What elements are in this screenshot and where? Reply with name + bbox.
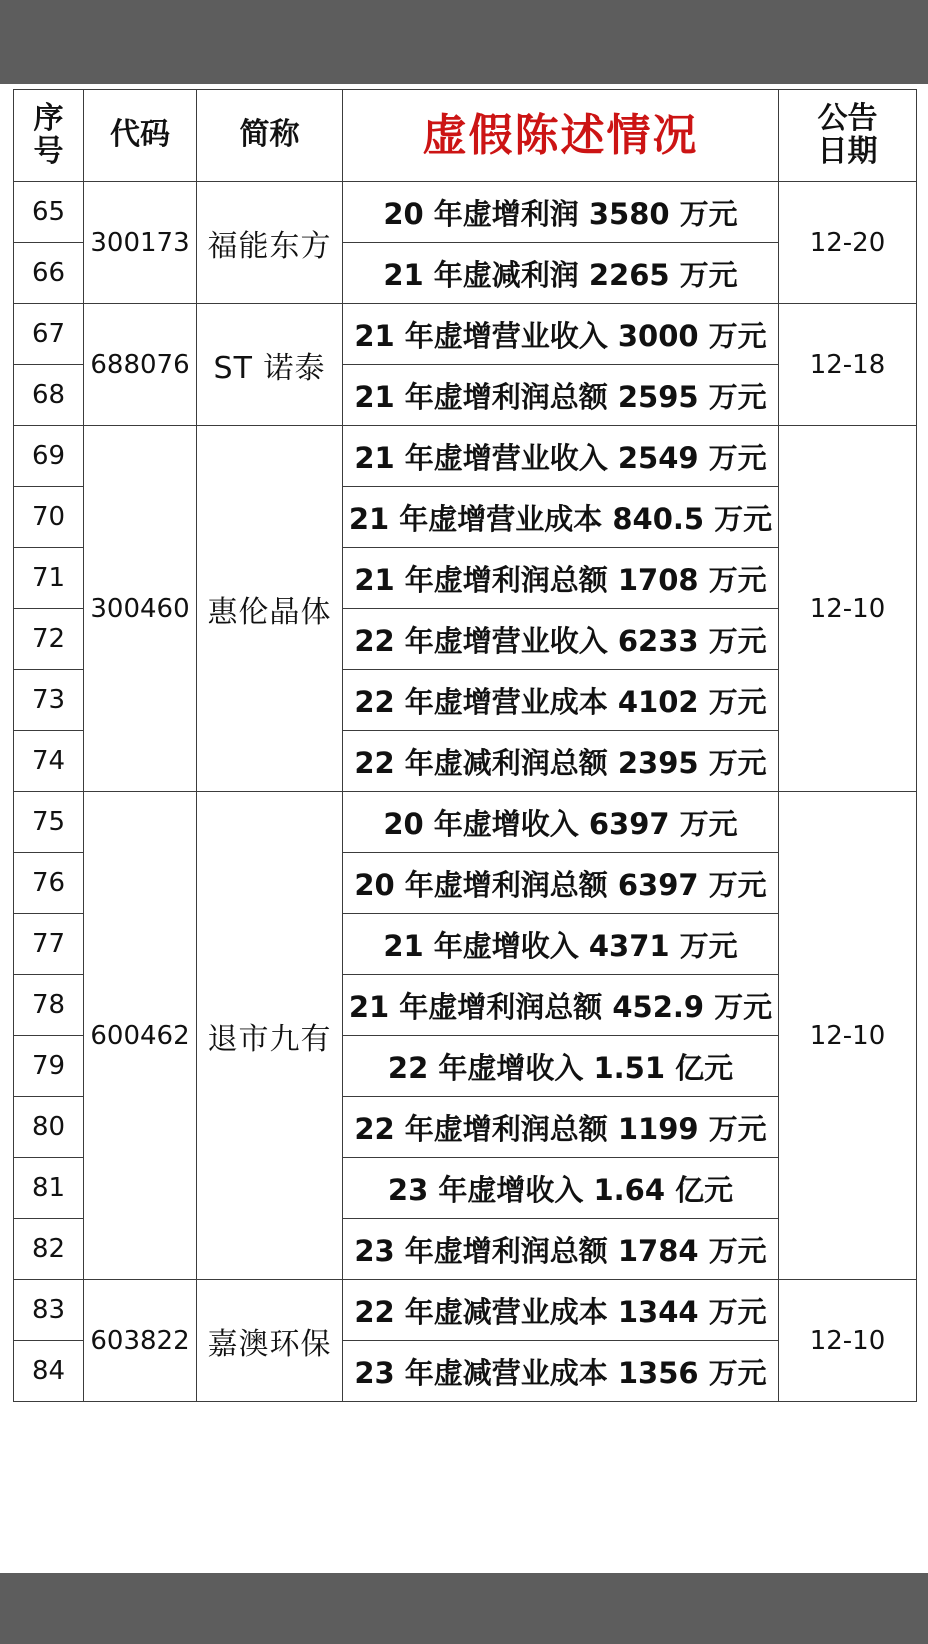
seq-cell: 73 (14, 670, 84, 731)
seq-cell: 78 (14, 975, 84, 1036)
code-cell: 600462 (84, 792, 197, 1280)
header-seq-line2: 号 (33, 133, 64, 169)
desc-cell: 21 年虚减利润 2265 万元 (343, 243, 779, 304)
name-cell: 嘉澳环保 (197, 1280, 343, 1402)
desc-cell: 21 年虚增营业收入 2549 万元 (343, 426, 779, 487)
seq-cell: 80 (14, 1097, 84, 1158)
seq-cell: 71 (14, 548, 84, 609)
header-date-line2: 日期 (817, 133, 878, 169)
desc-cell: 22 年虚增营业成本 4102 万元 (343, 670, 779, 731)
top-bar (0, 0, 928, 84)
date-cell: 12-10 (779, 426, 917, 792)
seq-cell: 75 (14, 792, 84, 853)
table-row (14, 304, 917, 365)
table-row (14, 1280, 917, 1341)
seq-cell: 69 (14, 426, 84, 487)
seq-cell: 68 (14, 365, 84, 426)
desc-cell: 22 年虚增营业收入 6233 万元 (343, 609, 779, 670)
false-statement-table (13, 89, 917, 1402)
seq-cell: 65 (14, 182, 84, 243)
header-date (779, 90, 917, 182)
desc-cell: 23 年虚增利润总额 1784 万元 (343, 1219, 779, 1280)
date-cell: 12-10 (779, 1280, 917, 1402)
seq-cell: 81 (14, 1158, 84, 1219)
seq-cell: 76 (14, 853, 84, 914)
seq-cell: 77 (14, 914, 84, 975)
seq-cell: 66 (14, 243, 84, 304)
header-date-line1: 公告 (817, 101, 878, 137)
desc-cell: 21 年虚增利润总额 2595 万元 (343, 365, 779, 426)
code-cell: 603822 (84, 1280, 197, 1402)
name-cell: ST 诺泰 (197, 304, 343, 426)
desc-cell: 22 年虚减利润总额 2395 万元 (343, 731, 779, 792)
desc-cell: 21 年虚增营业成本 840.5 万元 (343, 487, 779, 548)
header-title: 虚假陈述情况 (343, 90, 779, 182)
name-cell: 退市九有 (197, 792, 343, 1280)
seq-cell: 67 (14, 304, 84, 365)
desc-cell: 21 年虚增收入 4371 万元 (343, 914, 779, 975)
table-row (14, 426, 917, 487)
desc-cell: 23 年虚减营业成本 1356 万元 (343, 1341, 779, 1402)
seq-cell: 82 (14, 1219, 84, 1280)
date-cell: 12-10 (779, 792, 917, 1280)
desc-cell: 23 年虚增收入 1.64 亿元 (343, 1158, 779, 1219)
code-cell: 688076 (84, 304, 197, 426)
seq-cell: 74 (14, 731, 84, 792)
desc-cell: 21 年虚增利润总额 1708 万元 (343, 548, 779, 609)
desc-cell: 21 年虚增利润总额 452.9 万元 (343, 975, 779, 1036)
table-row (14, 792, 917, 853)
code-cell: 300173 (84, 182, 197, 304)
name-cell: 惠伦晶体 (197, 426, 343, 792)
code-cell: 300460 (84, 426, 197, 792)
desc-cell: 21 年虚增营业收入 3000 万元 (343, 304, 779, 365)
seq-cell: 72 (14, 609, 84, 670)
desc-cell: 22 年虚减营业成本 1344 万元 (343, 1280, 779, 1341)
seq-cell: 70 (14, 487, 84, 548)
seq-cell: 84 (14, 1341, 84, 1402)
header-code: 代码 (84, 90, 197, 182)
header-name: 简称 (197, 90, 343, 182)
date-cell: 12-20 (779, 182, 917, 304)
desc-cell: 22 年虚增收入 1.51 亿元 (343, 1036, 779, 1097)
name-cell: 福能东方 (197, 182, 343, 304)
seq-cell: 83 (14, 1280, 84, 1341)
table-row (14, 182, 917, 243)
desc-cell: 20 年虚增收入 6397 万元 (343, 792, 779, 853)
table-header-row (14, 90, 917, 182)
bottom-bar (0, 1573, 928, 1644)
desc-cell: 20 年虚增利润 3580 万元 (343, 182, 779, 243)
header-seq-line1: 序 (33, 101, 64, 137)
desc-cell: 20 年虚增利润总额 6397 万元 (343, 853, 779, 914)
header-seq (14, 90, 84, 182)
seq-cell: 79 (14, 1036, 84, 1097)
date-cell: 12-18 (779, 304, 917, 426)
desc-cell: 22 年虚增利润总额 1199 万元 (343, 1097, 779, 1158)
